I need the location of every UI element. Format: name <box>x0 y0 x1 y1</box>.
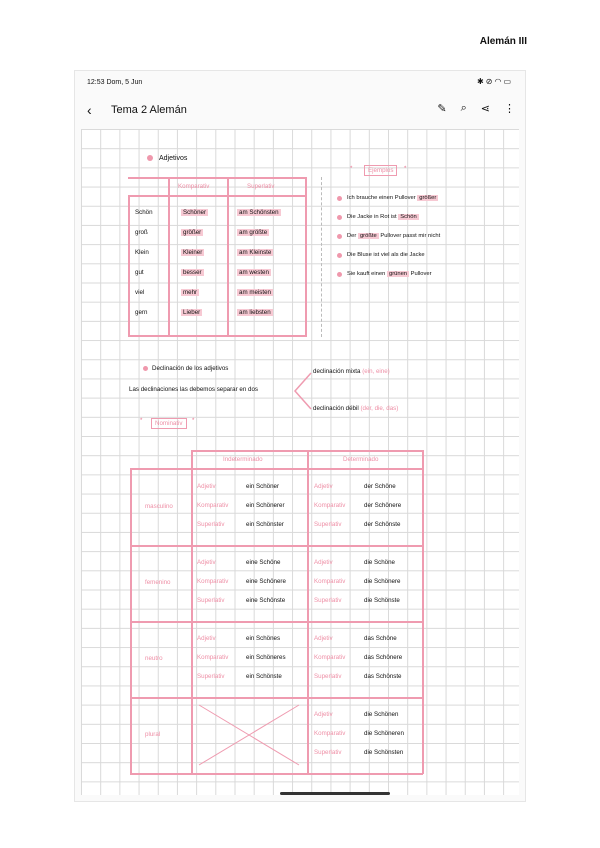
indet-form: ein Schöneres <box>246 654 286 661</box>
ejemplo-item: Die Jacke in Rot ist Schön <box>347 214 417 220</box>
indet-form: ein Schönste <box>246 673 282 680</box>
det-form: der Schönste <box>364 521 401 528</box>
form-label: Superlativ <box>314 521 342 528</box>
ejemplo-item: Die Bluse ist viel als die Jacke <box>347 252 425 258</box>
share-icon[interactable]: ⋖ <box>480 103 490 115</box>
declinacion-mixta: declinación mixta (ein, eine) <box>313 368 390 375</box>
sparkle-icon: ⋆ <box>191 416 196 423</box>
det-form: das Schönere <box>364 654 403 661</box>
indet-form: ein Schönes <box>246 635 281 642</box>
det-form: die Schöne <box>364 559 395 566</box>
brace-icon <box>291 371 313 411</box>
sparkle-icon: ⋆ <box>349 164 354 171</box>
form-label: Superlativ <box>314 597 342 604</box>
adj-komparativ: mehr <box>183 289 198 296</box>
indet-form: eine Schönste <box>246 597 286 604</box>
adj-base: gut <box>135 269 144 276</box>
form-label: Superlativ <box>314 749 342 756</box>
form-label: Superlativ <box>197 521 225 528</box>
form-label: Adjetiv <box>197 483 216 490</box>
form-label: Adjetiv <box>197 559 216 566</box>
form-label: Superlativ <box>314 673 342 680</box>
bullet-icon <box>337 196 342 201</box>
det-form: die Schönste <box>364 597 400 604</box>
adj-komparativ: Lieber <box>183 309 201 316</box>
form-label: Komparativ <box>197 502 229 509</box>
det-form: die Schöneren <box>364 730 404 737</box>
note-title: Tema 2 Alemán <box>111 104 187 116</box>
indet-form: ein Schönerer <box>246 502 285 509</box>
home-indicator <box>280 792 390 795</box>
form-label: Superlativ <box>197 673 225 680</box>
battery-icon: ▭ <box>503 77 513 86</box>
tablet-screen <box>74 70 526 802</box>
declinacion-heading: Declinación de los adjetivos <box>152 365 229 372</box>
det-form: der Schönere <box>364 502 402 509</box>
adj-superlativ: am meisten <box>239 289 271 296</box>
bluetooth-icon: ✱ <box>477 77 486 86</box>
cross-mark <box>197 703 301 767</box>
det-form: die Schönen <box>364 711 399 718</box>
bullet-icon <box>143 366 148 371</box>
form-label: Adjetiv <box>314 483 333 490</box>
more-icon[interactable]: ⋮ <box>504 103 515 115</box>
sparkle-icon: ⋆ <box>139 416 144 423</box>
adj-superlativ: am Kleinste <box>239 249 272 256</box>
det-form: der Schöne <box>364 483 396 490</box>
adj-base: viel <box>135 289 145 296</box>
declinacion-debil: declinación débil (der, die, das) <box>313 405 399 412</box>
adj-superlativ: am Schönsten <box>239 209 279 216</box>
form-label: Komparativ <box>314 730 346 737</box>
det-form: die Schönsten <box>364 749 404 756</box>
sparkle-icon: ⋆ <box>403 164 408 171</box>
gender-label: plural <box>145 731 161 738</box>
app-bar <box>75 95 525 127</box>
indet-form: eine Schöne <box>246 559 281 566</box>
document-title: Alemán III <box>479 36 527 47</box>
status-time: 12:53 Dom, 5 Jun <box>87 79 143 86</box>
det-form: das Schönste <box>364 673 402 680</box>
adj-base: Klein <box>135 249 149 256</box>
form-label: Adjetiv <box>314 711 333 718</box>
det-form: das Schöne <box>364 635 397 642</box>
ejemplo-item: Ich brauche einen Pullover größer <box>347 195 437 201</box>
ejemplo-item: Der größte Pullover passt mir nicht <box>347 233 441 239</box>
adj-base: Schön <box>135 209 153 216</box>
col-komparativ: Komparativ <box>178 183 210 190</box>
form-label: Komparativ <box>314 502 346 509</box>
bullet-icon <box>337 272 342 277</box>
form-label: Komparativ <box>197 578 229 585</box>
nominativ-heading: Nominativ <box>151 418 187 429</box>
ejemplo-item: Sie kauft einen grünen Pullover <box>347 271 432 277</box>
bullet-icon <box>337 234 342 239</box>
gender-label: neutro <box>145 655 163 662</box>
wifi-icon: ◠ <box>494 77 504 86</box>
form-label: Superlativ <box>197 597 225 604</box>
col-indeterminado: Indeterminado <box>223 456 263 463</box>
form-label: Komparativ <box>314 654 346 661</box>
adj-superlativ: am größte <box>239 229 268 236</box>
declinacion-subtitle: Las declinaciones las debemos separar en dos <box>129 386 258 393</box>
adjetivos-heading: Adjetivos <box>159 155 188 162</box>
bullet-icon <box>337 215 342 220</box>
adj-komparativ: Schöner <box>183 209 207 216</box>
form-label: Adjetiv <box>197 635 216 642</box>
det-form: die Schönere <box>364 578 401 585</box>
ejemplos-heading: Ejemplos <box>364 165 397 176</box>
indet-form: ein Schönster <box>246 521 284 528</box>
form-label: Komparativ <box>197 654 229 661</box>
bullet-icon <box>337 253 342 258</box>
gender-label: masculino <box>145 503 173 510</box>
adj-superlativ: am liebsten <box>239 309 271 316</box>
form-label: Komparativ <box>314 578 346 585</box>
adj-base: gern <box>135 309 148 316</box>
adj-komparativ: besser <box>183 269 202 276</box>
adj-komparativ: größer <box>183 229 202 236</box>
mute-icon: ⊘ <box>485 77 495 86</box>
bullet-icon <box>147 155 153 161</box>
gender-label: femenino <box>145 579 171 586</box>
adj-superlativ: am westen <box>239 269 269 276</box>
adj-base: groß <box>135 229 148 236</box>
indet-form: eine Schönere <box>246 578 286 585</box>
back-icon[interactable]: ‹ <box>87 102 92 118</box>
form-label: Adjetiv <box>314 559 333 566</box>
status-bar <box>75 71 525 95</box>
edit-icon[interactable]: ✎ <box>437 103 447 115</box>
form-label: Adjetiv <box>314 635 333 642</box>
search-icon[interactable]: ⌕ <box>460 102 467 114</box>
col-superlativ: Superlativ <box>247 183 275 190</box>
status-icons <box>477 77 513 86</box>
adj-komparativ: Kleiner <box>183 249 203 256</box>
col-determinado: Determinado <box>343 456 379 463</box>
note-canvas[interactable] <box>81 129 519 795</box>
indet-form: ein Schöner <box>246 483 280 490</box>
